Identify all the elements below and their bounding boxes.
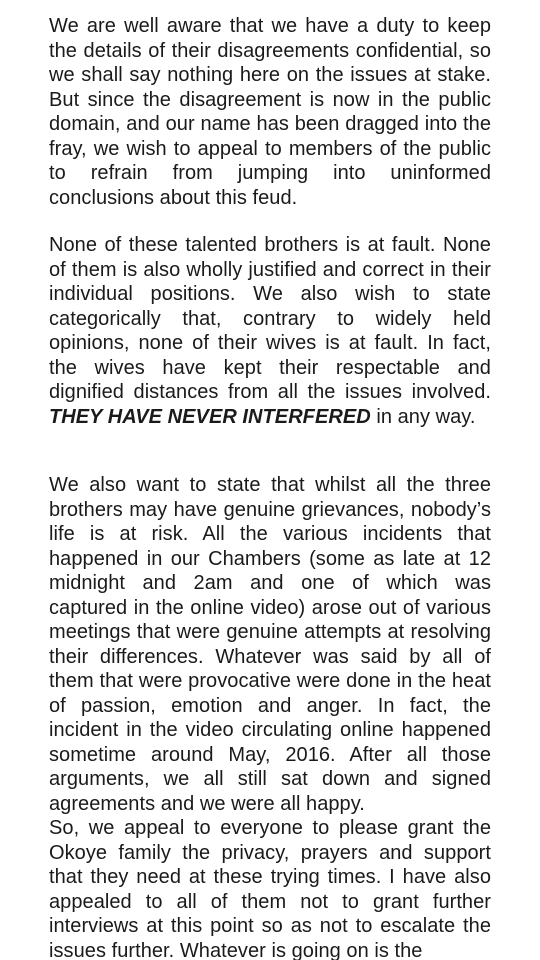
paragraph-confidentiality: We are well aware that we have a duty to keep the details of their disagreements confidential, so we shall say nothing here on the issues at stake. But since the disagreement is now in the public domain, and our name has been dragged into the fray, we wish to appeal to members of the public to refrain from jumping into uninformed conclusions about this feud. [49, 15, 491, 209]
emphasis-never-interfered: THEY HAVE NEVER INTERFERED [49, 405, 371, 428]
paragraph-no-fault [49, 233, 491, 429]
paragraph-no-fault-text-after: in any way. [370, 405, 476, 428]
paragraph-grievances: We also want to state that whilst all the three brothers may have genuine grievances, nobody’s life is at risk. All the various incidents that happened in our Chambers (some as late at 12 midnight and 2am and one of which was captured in the online video) arose out of various meetings that were genuine attempts at resolving their differences. Whatever was said by all of them that were provocative were done in the heat of passion, emotion and anger. In fact, the incident in the video circulating online happened sometime around May, 2016. After all those arguments, we all still sat down and signed agreements and we were all happy. [49, 474, 491, 815]
paragraph-no-fault-text-before: None of these talented brothers is at fault. None of them is also wholly justified and correct in their individual positions. We also wish to state categorically that, contrary to widely held opinions, none of their wives is at fault. In fact, the wives have kept their respectable and dignified distances from all the issues involved. [49, 234, 491, 403]
paragraph-appeal: So, we appeal to everyone to please grant the Okoye family the privacy, prayers and support that they need at these trying times. I have also appealed to all of them not to grant further interviews at this point so as not to escalate the issues further. Whatever is going on is the [49, 817, 491, 960]
